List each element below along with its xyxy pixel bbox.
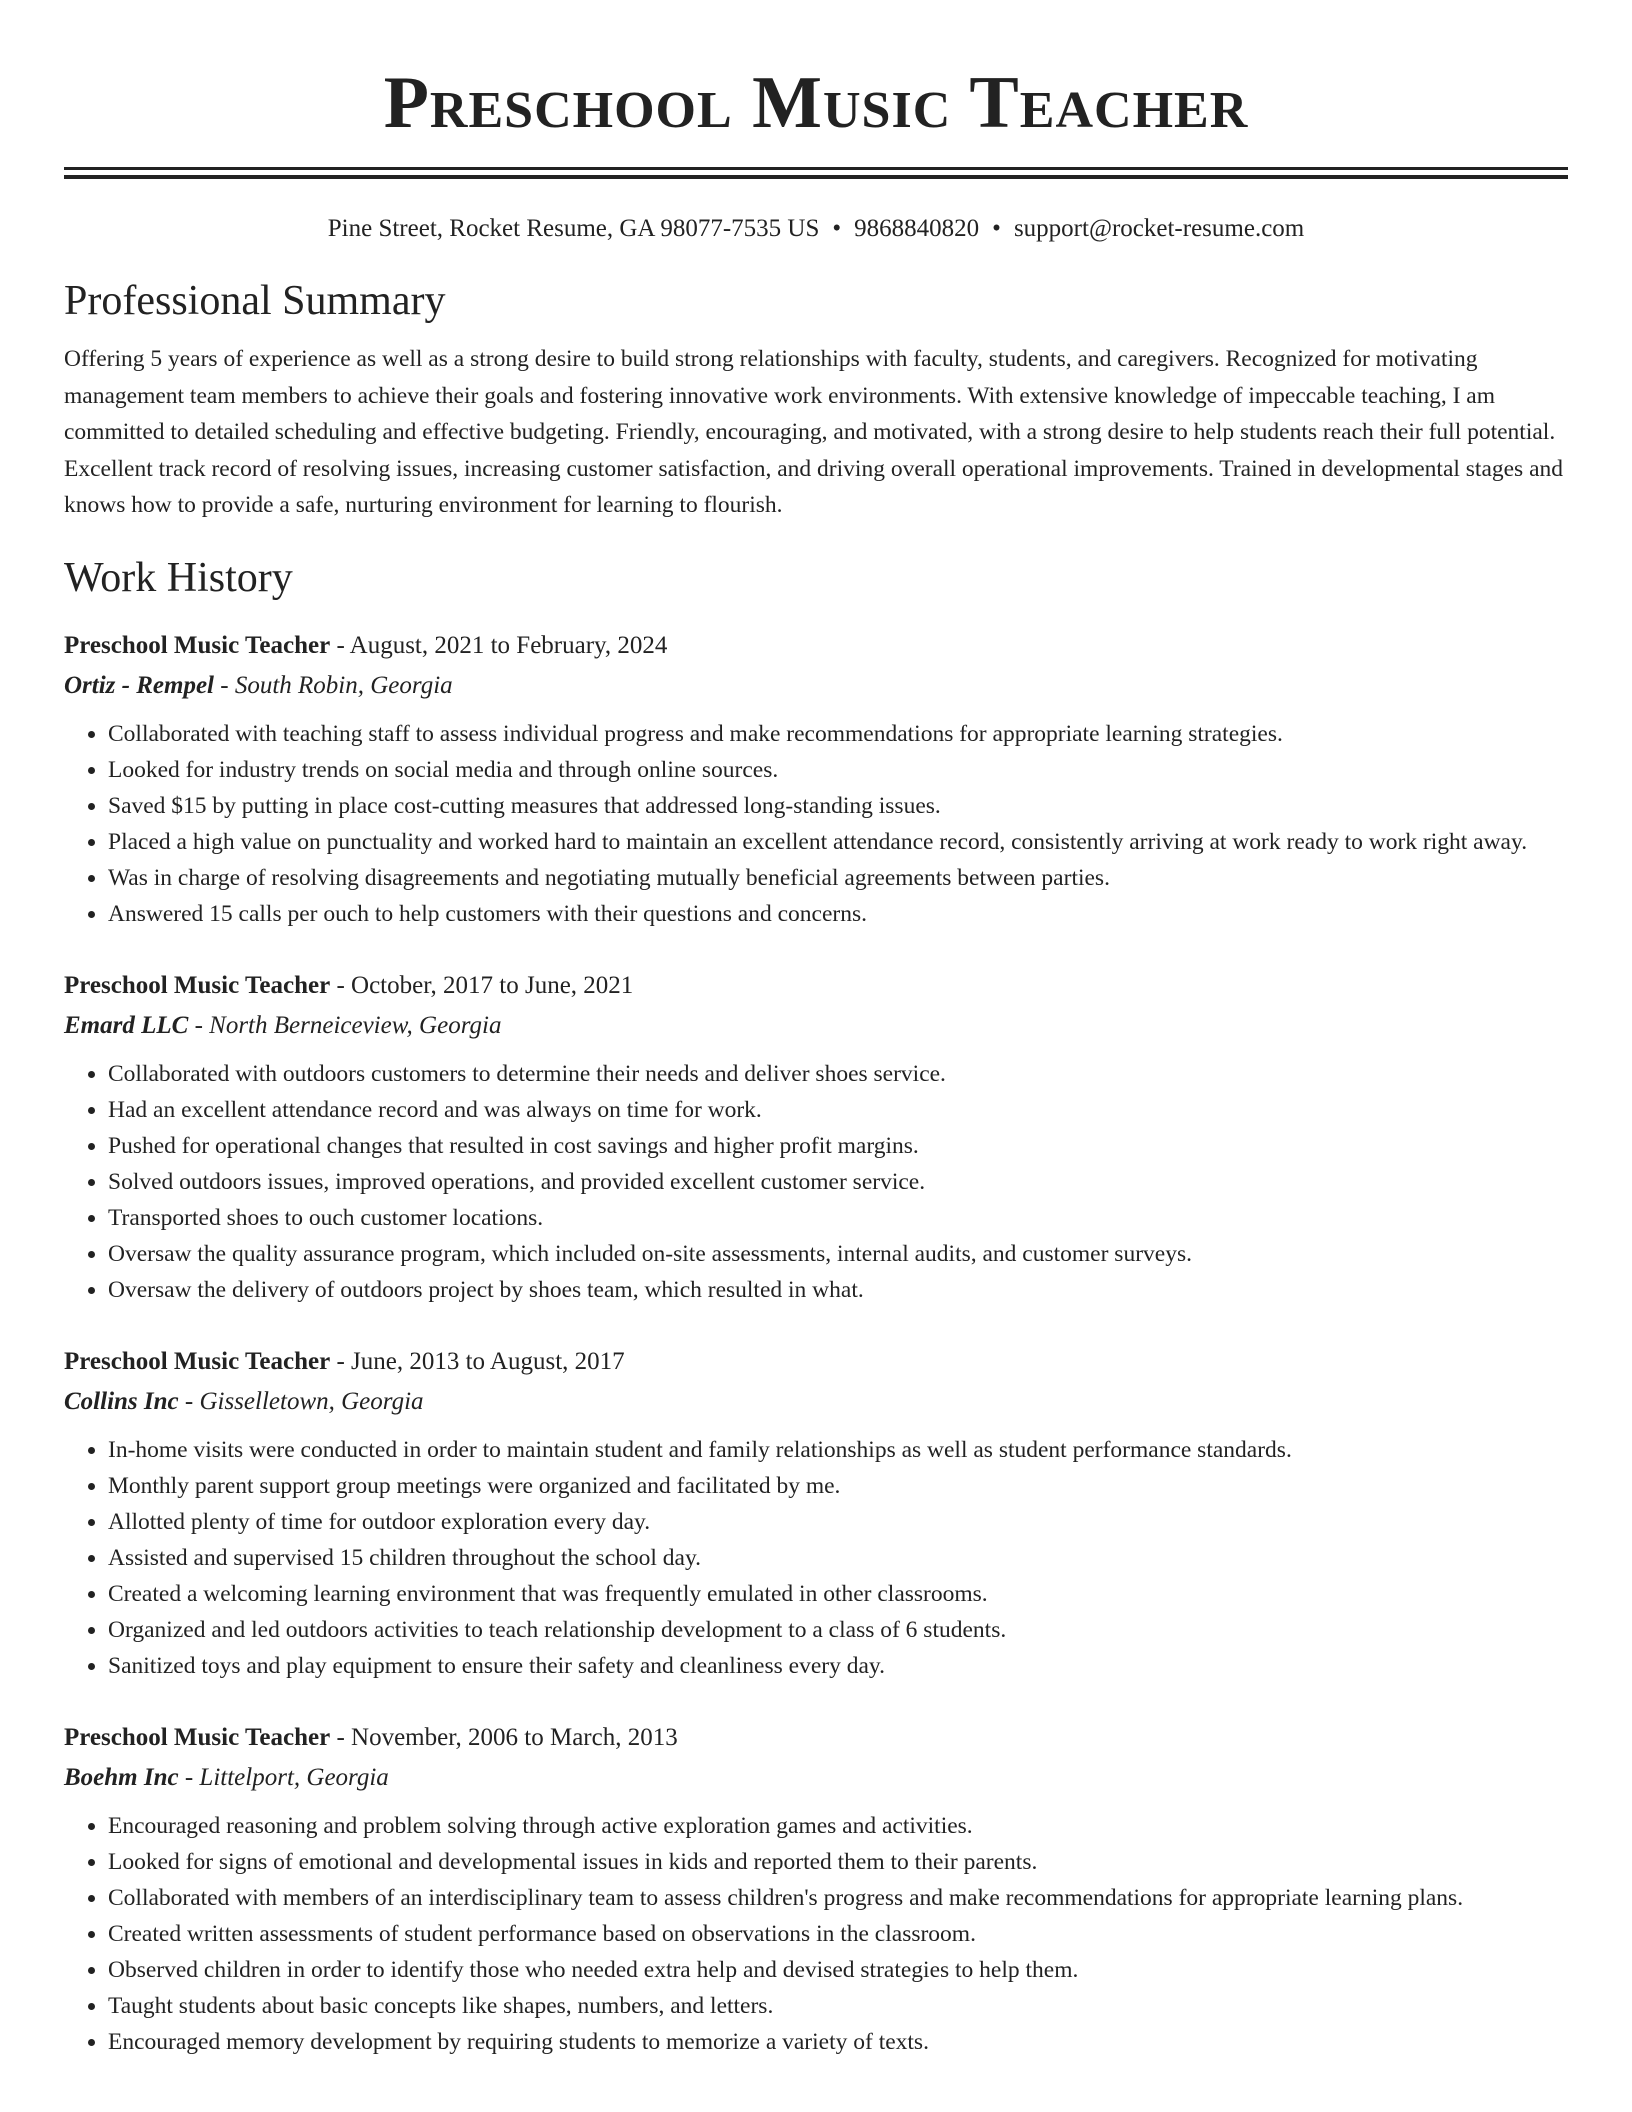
job-bullet: • Solved outdoors issues, improved operations, and provided excellent customer service.	[108, 1164, 1568, 1200]
job-dates: - October, 2017 to June, 2021	[336, 971, 634, 999]
resume-page	[64, 0, 1568, 2060]
job-bullet: • Placed a high value on punctuality and worked hard to maintain an excellent attendance record, consistently arriving at work ready to work right away.	[108, 824, 1568, 860]
job-bullet: • Created a welcoming learning environment that was frequently emulated in other classrooms.	[108, 1576, 1568, 1612]
job-bullet: • Answered 15 calls per ouch to help customers with their questions and concerns.	[108, 896, 1568, 932]
job-bullet: • Monthly parent support group meetings were organized and facilitated by me.	[108, 1468, 1568, 1504]
job-bullet-list	[64, 1808, 1568, 2060]
job-bullet: • Transported shoes to ouch customer locations.	[108, 1200, 1568, 1236]
company-name: Ortiz - Rempel	[64, 671, 214, 699]
contact-address: Pine Street, Rocket Resume, GA 98077-7535 US	[327, 215, 820, 242]
company-name: Emard LLC	[64, 1011, 189, 1039]
job-title-line	[64, 1718, 1568, 1758]
job-bullet: • Oversaw the quality assurance program, which included on-site assessments, internal audits, and customer surveys.	[108, 1236, 1568, 1272]
job-bullet: • Allotted plenty of time for outdoor exploration every day.	[108, 1504, 1568, 1540]
job-bullet: • Encouraged reasoning and problem solving through active exploration games and activities.	[108, 1808, 1568, 1844]
job-bullet: • Had an excellent attendance record and was always on time for work.	[108, 1092, 1568, 1128]
job-entry	[64, 966, 1568, 1308]
job-bullet: • Sanitized toys and play equipment to ensure their safety and cleanliness every day.	[108, 1648, 1568, 1684]
resume-title: Preschool Music Teacher	[383, 62, 1249, 144]
job-bullet: • Saved $15 by putting in place cost-cutting measures that addressed long-standing issues.	[108, 788, 1568, 824]
company-location: - Gisselletown, Georgia	[184, 1387, 424, 1415]
job-title-line	[64, 1342, 1568, 1382]
job-bullet: • Oversaw the delivery of outdoors project by shoes team, which resulted in what.	[108, 1272, 1568, 1308]
title-divider-bottom	[64, 175, 1568, 179]
company-location: - Littelport, Georgia	[184, 1763, 389, 1791]
job-title-line	[64, 966, 1568, 1006]
job-bullet: • Looked for signs of emotional and developmental issues in kids and reported them to their parents.	[108, 1844, 1568, 1880]
job-entry	[64, 626, 1568, 932]
contact-email: support@rocket-resume.com	[1013, 215, 1305, 242]
company-line	[64, 666, 1568, 706]
company-line	[64, 1382, 1568, 1422]
company-line	[64, 1006, 1568, 1046]
job-bullet-list	[64, 716, 1568, 932]
contact-line	[64, 213, 1568, 245]
job-dates: - August, 2021 to February, 2024	[336, 631, 668, 659]
job-bullet: • Encouraged memory development by requiring students to memorize a variety of texts.	[108, 2024, 1568, 2060]
job-title: Preschool Music Teacher	[64, 971, 331, 999]
job-title-line	[64, 626, 1568, 666]
job-title: Preschool Music Teacher	[64, 631, 331, 659]
company-line	[64, 1758, 1568, 1798]
job-bullet: • Taught students about basic concepts like shapes, numbers, and letters.	[108, 1988, 1568, 2024]
job-bullet: • Assisted and supervised 15 children throughout the school day.	[108, 1540, 1568, 1576]
job-dates: - November, 2006 to March, 2013	[336, 1723, 678, 1751]
job-dates: - June, 2013 to August, 2017	[336, 1347, 625, 1375]
job-entry	[64, 1342, 1568, 1684]
bullet-separator: •	[832, 215, 842, 242]
summary-text: Offering 5 years of experience as well as a strong desire to build strong relationships with faculty, students, and caregivers. Recognized for motivating management team members to achieve their goals and fostering innovative work environments. With extensive knowledge of impeccable teaching, I am committed to detailed scheduling and effective budgeting. Friendly, encouraging, and motivated, with a strong desire to help students reach their full potential. Excellent track record of resolving issues, increasing customer satisfaction, and driving overall operational improvements. Trained in developmental stages and knows how to provide a safe, nurturing environment for learning to flourish.	[64, 346, 1564, 518]
job-title: Preschool Music Teacher	[64, 1723, 331, 1751]
job-bullet: • Observed children in order to identify those who needed extra help and devised strategies to help them.	[108, 1952, 1568, 1988]
company-location: - South Robin, Georgia	[220, 671, 453, 699]
job-title: Preschool Music Teacher	[64, 1347, 331, 1375]
bullet-separator: •	[992, 215, 1001, 242]
job-bullet-list	[64, 1432, 1568, 1684]
job-bullet: • Collaborated with teaching staff to assess individual progress and make recommendations for appropriate learning strategies.	[108, 716, 1568, 752]
job-bullet-list	[64, 1056, 1568, 1308]
company-location: - North Berneiceview, Georgia	[194, 1011, 502, 1039]
summary-heading: Professional Summary	[64, 278, 446, 324]
job-bullet: • Collaborated with outdoors customers to determine their needs and deliver shoes service.	[108, 1056, 1568, 1092]
job-bullet: • Organized and led outdoors activities to teach relationship development to a class of 6 students.	[108, 1612, 1568, 1648]
job-bullet: • Created written assessments of student performance based on observations in the classroom.	[108, 1916, 1568, 1952]
job-bullet: • In-home visits were conducted in order to maintain student and family relationships as well as student performance standards.	[108, 1432, 1568, 1468]
job-bullet: • Pushed for operational changes that resulted in cost savings and higher profit margins.	[108, 1128, 1568, 1164]
work-history-heading: Work History	[64, 554, 293, 601]
job-bullet: • Collaborated with members of an interdisciplinary team to assess children's progress and make recommendations for appropriate learning plans.	[108, 1880, 1568, 1916]
job-bullet: • Looked for industry trends on social media and through online sources.	[108, 752, 1568, 788]
company-name: Collins Inc	[64, 1387, 179, 1415]
work-history-list	[64, 626, 1568, 2060]
job-bullet: • Was in charge of resolving disagreements and negotiating mutually beneficial agreements between parties.	[108, 860, 1568, 896]
title-divider-top	[64, 167, 1568, 170]
contact-phone: 9868840820	[854, 215, 980, 242]
company-name: Boehm Inc	[64, 1763, 179, 1791]
job-entry	[64, 1718, 1568, 2060]
